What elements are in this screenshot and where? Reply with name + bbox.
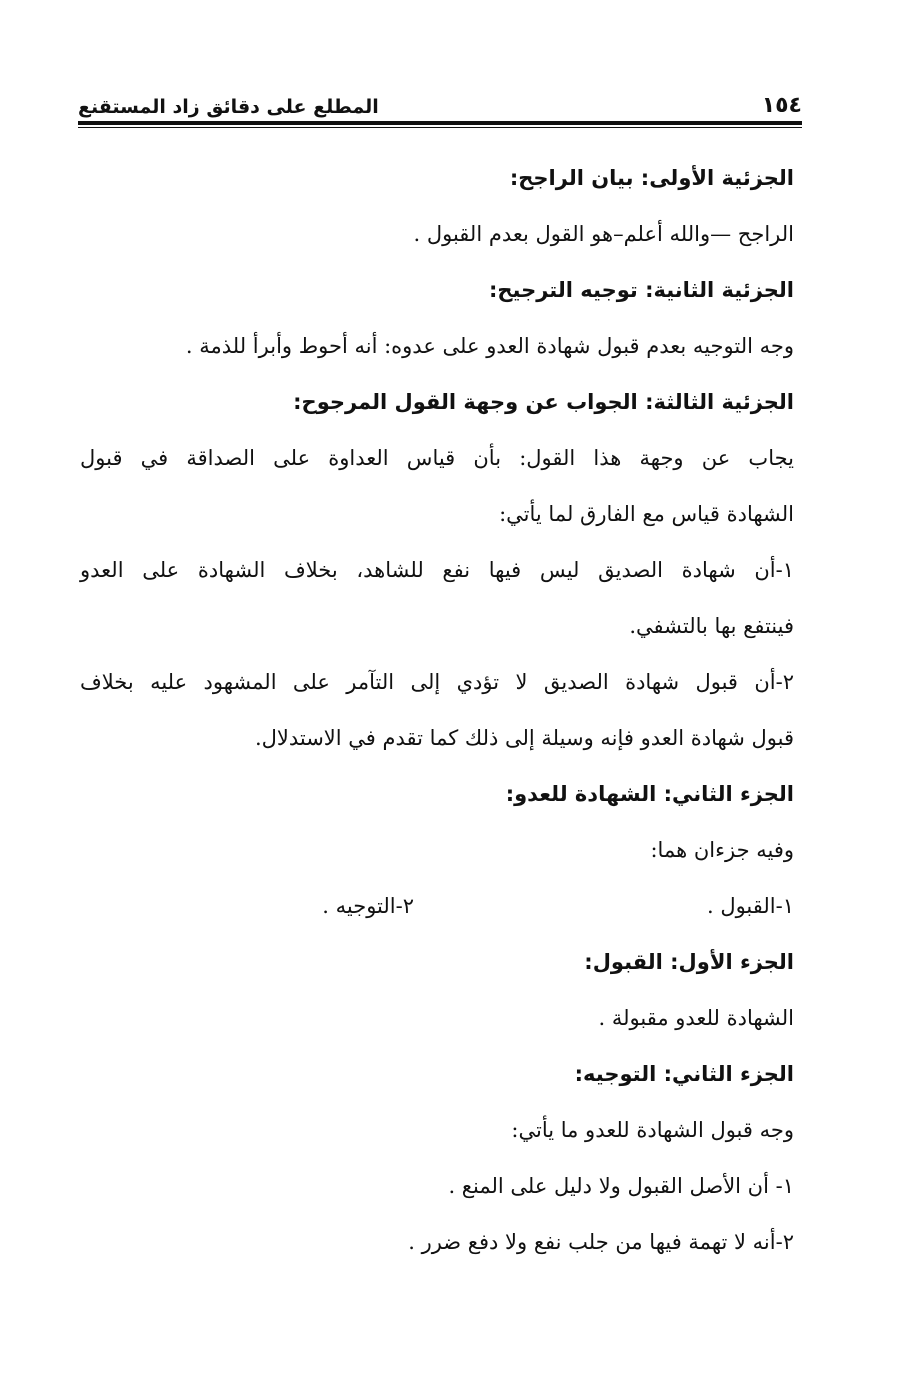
section-heading: الجزئية الثانية: توجيه الترجيح: — [489, 278, 794, 302]
running-title: المطلع على دقائق زاد المستقنع — [78, 96, 379, 118]
paragraph-line: يجاب عن وجهة هذا القول: بأن قياس العداوة على الصداقة في قبول — [80, 446, 794, 470]
list-item: ٢-أنه لا تهمة فيها من جلب نفع ولا دفع ضرر . — [408, 1230, 794, 1254]
paragraph: الشهادة للعدو مقبولة . — [598, 1006, 794, 1030]
section-heading: الجزئية الأولى: بيان الراجح: — [509, 166, 794, 190]
list-item: ١- أن الأصل القبول ولا دليل على المنع . — [448, 1174, 794, 1198]
two-column-list — [80, 878, 794, 934]
section-heading: الجزئية الثالثة: الجواب عن وجهة القول المرجوح: — [293, 390, 794, 414]
list-item-line: ٢-أن قبول شهادة الصديق لا تؤدي إلى التآمر على المشهود عليه بخلاف — [80, 670, 794, 694]
paragraph: وجه التوجيه بعدم قبول شهادة العدو على عدوه: أنه أحوط وأبرأ للذمة . — [185, 334, 794, 358]
list-item: ١-القبول . — [706, 894, 794, 918]
section-heading: الجزء الثاني: الشهادة للعدو: — [505, 782, 794, 806]
list-item-line: فينتفع بها بالتشفي. — [629, 614, 794, 638]
section-heading: الجزء الثاني: التوجيه: — [574, 1062, 794, 1086]
page-number: ١٥٤ — [761, 93, 802, 118]
header-rule-thin — [78, 127, 802, 128]
section-heading: الجزء الأول: القبول: — [584, 950, 794, 974]
paragraph: وفيه جزءان هما: — [650, 838, 794, 862]
paragraph-line: الشهادة قياس مع الفارق لما يأتي: — [499, 502, 794, 526]
paragraph: الراجح —والله أعلم–هو القول بعدم القبول . — [413, 222, 794, 246]
paragraph: وجه قبول الشهادة للعدو ما يأتي: — [511, 1118, 794, 1142]
page-body — [80, 150, 794, 1270]
list-item-line: قبول شهادة العدو فإنه وسيلة إلى ذلك كما تقدم في الاستدلال. — [254, 726, 794, 750]
list-item-line: ١-أن شهادة الصديق ليس فيها نفع للشاهد، بخلاف الشهادة على العدو — [80, 558, 794, 582]
list-item: ٢-التوجيه . — [322, 894, 414, 918]
header-rule-thick — [78, 121, 802, 125]
page-header — [78, 86, 802, 118]
